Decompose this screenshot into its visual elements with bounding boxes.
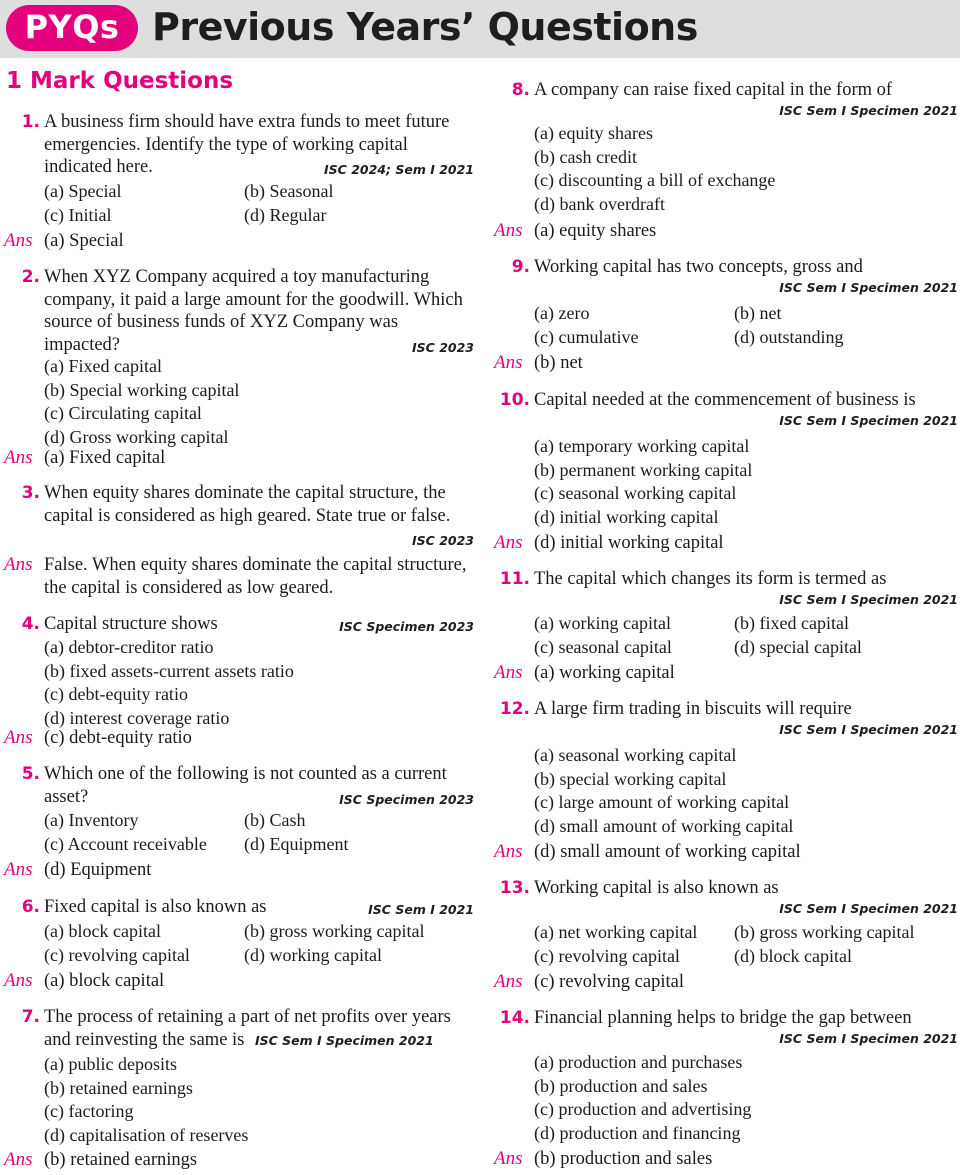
options-list [44,1053,474,1147]
exam-tag: ISC Specimen 2023 [339,619,474,634]
answer-text: (a) working capital [534,663,675,683]
exam-tag: ISC Sem I Specimen 2021 [779,1030,958,1046]
option: (b) Seasonal [244,181,334,201]
answer-label: Ans [494,1148,523,1169]
option: (c) large amount of working capital [534,792,790,812]
options-list [534,435,956,529]
option: (a) Fixed capital [44,356,162,376]
question-text: Fixed capital is also known as [44,897,267,917]
answer-text: (a) Special [44,231,124,251]
option: (c) factoring [44,1101,134,1121]
question-text: A company can raise fixed capital in the form of [534,80,893,100]
exam-tag: ISC 2023 [412,339,474,355]
option: (b) special working capital [534,768,727,789]
answer-label: Ans [494,352,523,373]
options-list [44,636,474,730]
answer-text: (a) equity shares [534,221,657,241]
answer-text: (b) production and sales [534,1149,713,1169]
option: (a) Inventory [44,810,139,830]
options-list [534,122,956,216]
option: (a) zero [534,303,590,323]
exam-tag: ISC Sem I Specimen 2021 [779,102,958,118]
option: (c) Circulating capital [44,403,202,423]
answer-label: Ans [494,971,523,992]
answer-label: Ans [4,859,33,880]
option: (b) fixed capital [734,613,849,633]
options-list [534,302,956,349]
option: (d) bank overdraft [534,193,665,214]
option: (d) block capital [734,945,852,966]
question-number: 6. [21,897,40,917]
exam-tag: ISC Sem I Specimen 2021 [779,412,958,428]
option: (c) cumulative [534,326,639,347]
option: (b) retained earnings [44,1077,193,1098]
question-text: The capital which changes its form is termed as [534,569,887,589]
option: (a) seasonal working capital [534,745,737,765]
option: (b) gross working capital [244,921,425,941]
option: (c) seasonal capital [534,636,672,657]
option: (c) revolving capital [534,945,680,966]
answer-text: (a) block capital [44,971,165,991]
question-text: Financial planning helps to bridge the gap between [534,1008,912,1028]
options-list [534,744,956,838]
answer-label: Ans [4,447,33,468]
option: (c) Account receivable [44,833,207,854]
options-list [534,612,956,659]
option: (a) working capital [534,613,671,633]
option: (a) debtor-creditor ratio [44,637,214,657]
exam-tag: ISC Specimen 2023 [339,791,474,807]
answer-label: Ans [4,554,33,575]
option: (c) revolving capital [44,944,190,965]
option: (b) Special working capital [44,379,240,400]
pyqs-badge: PYQs [6,5,138,51]
option: (d) Equipment [244,833,349,854]
option: (d) working capital [244,944,382,965]
option: (c) debt-equity ratio [44,684,188,704]
question-number: 8. [511,80,530,100]
option: (d) Gross working capital [44,426,229,447]
answer-label: Ans [4,230,33,251]
answer-text: (b) net [534,353,583,373]
question-text: A business firm should have extra funds to meet future emergencies. Identify the type of working capital indicated here. [44,112,450,177]
option: (a) equity shares [534,123,653,143]
option: (c) Initial [44,204,112,225]
options-list [534,921,956,968]
option: (b) cash credit [534,146,637,167]
option: (b) Cash [244,810,306,830]
answer-text: (c) debt-equity ratio [44,728,192,748]
question-text: Which one of the following is not counted as a current asset? [44,764,447,807]
question-number: 1. [21,112,40,132]
question-number: 10. [499,390,530,410]
answer-text: (d) initial working capital [534,533,724,553]
option: (d) outstanding [734,326,844,347]
option: (b) permanent working capital [534,459,753,480]
option: (d) capitalisation of reserves [44,1124,249,1145]
question-text: When XYZ Company acquired a toy manufacturing company, it paid a large amount for the goodwill. Which source of business funds of XYZ Company was impacted? [44,267,463,355]
question-text: Working capital has two concepts, gross and [534,257,863,277]
question-number: 9. [511,257,530,277]
question-number: 4. [21,614,40,634]
question-number: 3. [21,483,40,503]
options-list [44,180,474,227]
option: (d) Regular [244,204,327,225]
option: (b) fixed assets-current assets ratio [44,660,294,681]
question-text: Capital needed at the commencement of business is [534,390,916,410]
answer-label: Ans [494,662,523,683]
option: (d) special capital [734,636,862,657]
section-title: 1 Mark Questions [6,68,234,94]
exam-tag: ISC Sem I Specimen 2021 [779,900,958,916]
question-text: Working capital is also known as [534,878,779,898]
exam-tag: ISC Sem I Specimen 2021 [779,591,958,607]
option: (d) small amount of working capital [534,815,794,836]
option: (c) production and advertising [534,1099,752,1119]
answer-text: (a) Fixed capital [44,448,166,468]
answer-label: Ans [494,220,523,241]
question-number: 12. [499,699,530,719]
option: (a) Special [44,181,122,201]
answer-label: Ans [4,1149,33,1170]
options-list [44,355,474,449]
option: (c) seasonal working capital [534,483,737,503]
question-number: 11. [499,569,530,589]
option: (d) production and financing [534,1122,741,1143]
exam-tag: ISC Sem I 2021 [368,902,474,917]
option: (d) initial working capital [534,506,719,527]
question-text: When equity shares dominate the capital structure, the capital is considered as high geared. State true or false. [44,483,451,526]
question-number: 7. [21,1007,40,1027]
options-list [534,1051,956,1145]
option: (c) discounting a bill of exchange [534,170,776,190]
page-title: Previous Years’ Questions [152,5,698,49]
header-banner [0,0,960,58]
option: (b) net [734,303,782,323]
option: (a) net working capital [534,922,698,942]
option: (a) temporary working capital [534,436,750,456]
question-number: 13. [499,878,530,898]
option: (a) public deposits [44,1054,177,1074]
answer-text: (d) small amount of working capital [534,842,801,862]
exam-tag: ISC Sem I Specimen 2021 [779,279,958,295]
question-number: 2. [21,267,40,287]
answer-text: (c) revolving capital [534,972,684,992]
answer-text: False. When equity shares dominate the capital structure, the capital is considered as low geared. [44,555,467,598]
option: (d) interest coverage ratio [44,707,230,728]
exam-tag: ISC 2024; Sem I 2021 [324,162,474,177]
answer-text: (b) retained earnings [44,1150,198,1170]
option: (a) production and purchases [534,1052,743,1072]
question-text: The process of retaining a part of net profits over years and reinvesting the same is [44,1007,451,1050]
answer-label: Ans [4,727,33,748]
answer-label: Ans [4,970,33,991]
options-list [44,920,474,967]
question-number: 14. [499,1008,530,1028]
answer-text: (d) Equipment [44,860,152,880]
option: (a) block capital [44,921,161,941]
options-list [44,809,474,856]
answer-label: Ans [494,532,523,553]
exam-tag: ISC 2023 [412,533,474,548]
question-number: 5. [21,764,40,784]
exam-tag: ISC Sem I Specimen 2021 [255,1032,434,1048]
question-text: A large firm trading in biscuits will require [534,699,852,719]
exam-tag: ISC Sem I Specimen 2021 [779,721,958,737]
question-text: Capital structure shows [44,614,218,634]
answer-label: Ans [494,841,523,862]
option: (b) gross working capital [734,922,915,942]
option: (b) production and sales [534,1075,708,1096]
